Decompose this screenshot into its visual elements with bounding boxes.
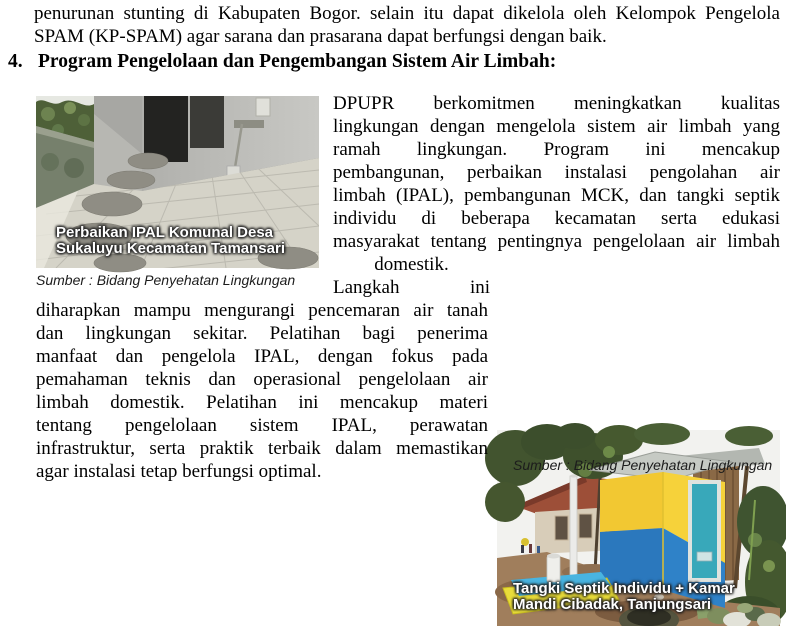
doorway-shadow [190,96,224,148]
photo-title-line: Tangki Septik Individu + Kamar [513,580,735,597]
wall-yellow-left [600,472,663,532]
paragraph-program [333,92,780,253]
section-heading [8,50,780,74]
figure-source-caption: Sumber : Bidang Penyehatan Lingkungan [513,457,773,473]
photo-title-overlay [513,581,735,612]
figure-source-caption: Sumber : Bidang Penyehatan Lingkungan [36,272,296,288]
section-title: Program Pengelolaan dan Pengembangan Sistem Air Limbah: [38,51,557,72]
body-line: masyarakat tentang pentingnya pengelolaan air limbah [333,231,780,252]
body-line: limbah domestik. Pelatihan ini mencakup materi [36,392,488,413]
white-pipe [570,474,577,580]
figure-ipal-komunal [36,96,319,268]
body-line-domestik: domestik. [374,254,449,275]
paragraph-pelatihan [36,299,488,483]
doorway-dark [144,96,188,162]
body-line-langkah: Langkah ini [333,277,490,298]
photo-title-line: Perbaikan IPAL Komunal Desa [56,224,274,241]
body-line: individu di beberapa kecamatan serta edukasi [333,208,780,229]
photo-title-line: Mandi Cibadak, Tanjungsari [513,595,712,613]
body-line: infrastruktur, serta praktik terbaik dalam memastikan [36,438,488,459]
intro-line: penurunan stunting di Kabupaten Bogor. selain itu dapat dikelola oleh Kelompok Pengelola [34,3,780,24]
body-line: lingkungan dengan mengelola sistem air limbah yang [333,116,780,137]
door [688,480,721,582]
body-line: pembangunan, perbaikan instalasi pengolahan air [333,162,780,183]
body-line: manfaat dan pengelola IPAL, dengan fokus pada [36,346,488,367]
section-number: 4. [8,51,23,72]
vent-cylinder [547,556,560,582]
body-line: limbah (IPAL), pembangunan MCK, dan tangki septik [333,185,780,206]
photo-title-line: Sukaluyu Kecamatan Tamansari [56,239,285,257]
paragraph-intro [34,2,780,48]
body-line: pemahaman teknis dan operasional pengelolaan air [36,369,488,390]
body-line: diharapkan mampu mengurangi pencemaran air tanah [36,300,488,321]
body-line: ramah lingkungan. Program ini mencakup [333,139,780,160]
body-line: tentang pengelolaan sistem IPAL, perawatan [36,415,488,436]
body-line: agar instalasi tetap berfungsi optimal. [36,461,322,482]
intro-line: SPAM (KP-SPAM) agar sarana dan prasarana dapat berfungsi dengan baik. [34,26,607,47]
photo-title-overlay [56,225,285,256]
body-line: DPUPR berkomitmen meningkatkan kualitas [333,93,780,114]
body-line: dan lingkungan sekitar. Pelatihan bagi penerima [36,323,488,344]
